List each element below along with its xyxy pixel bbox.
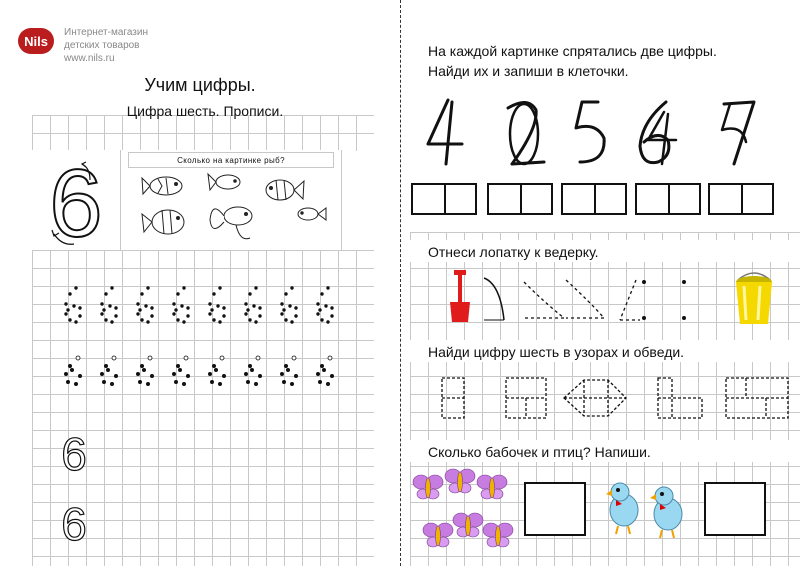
dotted-six [280,286,297,323]
butterfly-icon [477,475,507,499]
fish-icon [266,180,304,200]
dot-guide [172,356,189,386]
digit-six-four [640,102,676,164]
dotted-six [100,286,117,323]
butterfly-answer-box[interactable] [524,482,586,536]
pattern-3 [564,380,626,416]
fish-question: Сколько на картинке рыб? [128,152,334,168]
bucket-icon [736,273,772,324]
fish-icon [208,174,240,190]
pattern-4 [658,378,702,418]
bird-answer-box[interactable] [704,482,766,536]
bird-icon [650,487,682,538]
butterflies [412,466,522,556]
digit-seven-five [722,102,754,164]
shop-line-2: детских товаров [64,40,140,51]
practice-area [32,250,374,566]
dotted-six [64,286,81,323]
dot-guide [244,356,261,386]
butterfly-icon [445,469,475,493]
pattern-1 [442,378,464,418]
pattern-2 [506,378,546,418]
butterfly-icon [453,513,483,537]
dot-guide [136,356,153,386]
fish-icon [142,210,184,234]
fish-icon [142,177,182,195]
shop-url: www.nils.ru [64,53,115,64]
dot-guide [208,356,225,386]
dashed-patterns [440,376,800,426]
page-title: Учим цифры. [144,75,256,95]
shop-info [64,26,148,65]
pattern-5 [726,378,788,418]
shovel-to-bucket [440,268,800,332]
bird-icon [606,483,638,534]
butterfly-icon [423,523,453,547]
dotted-six [244,286,261,323]
birds [602,478,692,548]
nils-logo [18,28,54,54]
big-digit-text: 6 [49,150,103,257]
answer-pair-2[interactable] [487,183,553,215]
fish-icon [298,208,326,220]
dotted-six [136,286,153,323]
instruction-line-2: Найди их и запиши в клеточки. [428,63,629,79]
pattern-task-text: Найди цифру шесть в узорах и обведи. [428,344,685,360]
dot-guide [64,356,81,386]
arc-solid [484,278,504,320]
instruction-line-1: На каждой картинке спрятались две цифры. [428,43,717,59]
outlined-six: 6 [61,428,87,480]
big-digit-six [32,150,120,257]
shovel-task-text: Отнеси лопатку к ведерку. [428,244,599,260]
left-grid-top [32,115,374,151]
page-subtitle: Цифра шесть. Прописи. [126,103,284,119]
answer-pair-1[interactable] [411,183,477,215]
page-divider [400,0,401,566]
shovel-icon [450,270,470,322]
shop-line-1: Интернет-магазин [64,27,148,38]
dotted-six [172,286,189,323]
big-digit-box [32,150,120,257]
answer-pair-5[interactable] [708,183,774,215]
dot-guide [316,356,333,386]
outlined-six: 6 [61,498,87,550]
dotted-six [316,286,333,323]
butterfly-icon [413,475,443,499]
digit-two-zero [508,102,544,164]
dot-guide [280,356,297,386]
count-task-text: Сколько бабочек и птиц? Напиши. [428,444,651,460]
hidden-digits [418,92,788,172]
answer-pair-4[interactable] [635,183,701,215]
digit-five [576,102,604,162]
answer-pair-3[interactable] [561,183,627,215]
dotted-six [208,286,225,323]
fish-icon [210,207,252,239]
fish-illustration [140,170,340,246]
dot-guide [100,356,117,386]
digit-four [428,100,462,164]
brand-text: Nils [24,33,48,49]
butterfly-icon [483,523,513,547]
